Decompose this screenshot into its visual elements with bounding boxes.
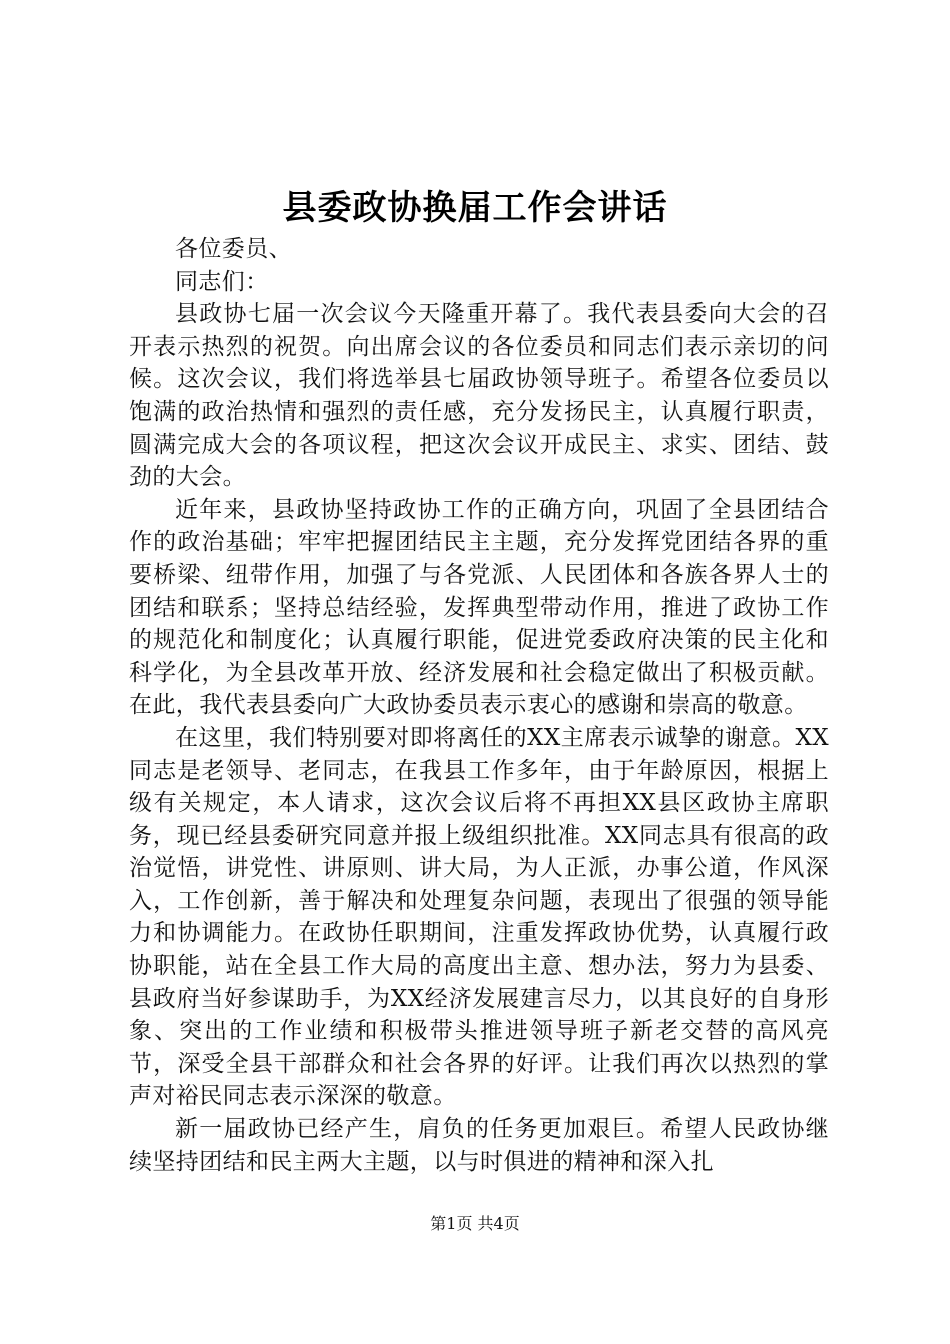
salutation-line: 各位委员、 <box>175 236 292 262</box>
document-title: 县委政协换届工作会讲话 <box>282 188 668 228</box>
body-paragraph: 县政协七届一次会议今天隆重开幕了。我代表县委向大会的召开表示热烈的祝贺。向出席会议的各位委员和同志们表示亲切的问候。这次会议，我们将选举县七届政协领导班子。希望各位委员以饱满的政治热情和强烈的责任感，充分发扬民主，认真履行职责，圆满完成大会的各项议程，把这次会议开成民主、求实、团结、鼓劲的大会。 <box>129 301 829 491</box>
body-paragraph: 在这里，我们特别要对即将离任的XX主席表示诚挚的谢意。XX同志是老领导、老同志，在我县工作多年，由于年龄原因，根据上级有关规定，本人请求，这次会议后将不再担XX县区政协主席职务，现已经县委研究同意并报上级组织批准。XX同志具有很高的政治觉悟，讲党性、讲原则、讲大局，为人正派，办事公道，作风深入，工作创新，善于解决和处理复杂问题，表现出了很强的领导能力和协调能力。在政协任职期间，注重发挥政协优势，认真履行政协职能，站在全县工作大局的高度出主意、想办法，努力为县委、县政府当好参谋助手，为XX经济发展建言尽力，以其良好的自身形象、突出的工作业绩和积极带头推进领导班子新老交替的高风亮节，深受全县干部群众和社会各界的好评。让我们再次以热烈的掌声对裕民同志表示深深的敬意。 <box>129 724 829 1110</box>
salutation-line: 同志们： <box>175 268 269 295</box>
body-paragraph: 近年来，县政协坚持政协工作的正确方向，巩固了全县团结合作的政治基础；牢牢把握团结民主主题，充分发挥党团结各界的重要桥梁、纽带作用，加强了与各党派、人民团体和各族各界人士的团结和联系；坚持总结经验，发挥典型带动作用，推进了政协工作的规范化和制度化；认真履行职能，促进党委政府决策的民主化和科学化，为全县改革开放、经济发展和社会稳定做出了积极贡献。在此，我代表县委向广大政协委员表示衷心的感谢和崇高的敬意。 <box>129 496 829 719</box>
document-body <box>129 233 829 1178</box>
page-footer: 第1页 共4页 <box>430 1214 520 1233</box>
body-paragraph: 新一届政协已经产生，肩负的任务更加艰巨。希望人民政协继续坚持团结和民主两大主题，以与时俱进的精神和深入扎 <box>129 1116 829 1175</box>
